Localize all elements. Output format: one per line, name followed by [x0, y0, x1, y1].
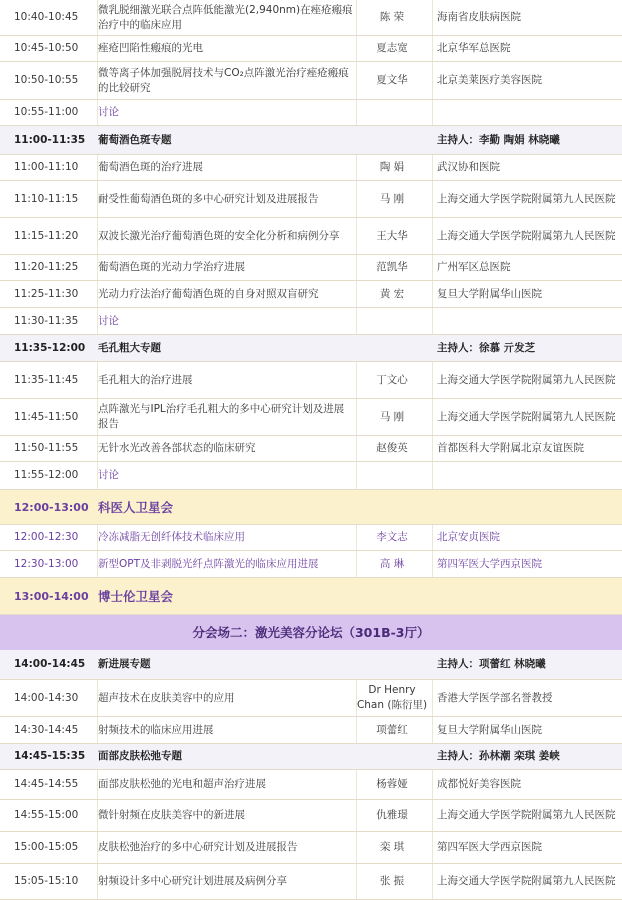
column-divider	[432, 717, 433, 743]
column-divider	[432, 770, 433, 799]
title-cell: 毛孔粗大专题	[98, 341, 161, 354]
time-cell: 11:15-11:20	[14, 229, 79, 242]
table-row	[0, 155, 622, 181]
column-divider	[432, 36, 433, 61]
speaker-cell: 王大华	[376, 229, 408, 242]
time-cell: 11:00-11:10	[14, 161, 79, 173]
host-cell: 主持人：徐慕 亓发芝	[437, 341, 536, 354]
venue-title: 分会场二：激光美容分论坛（301B-3厅）	[192, 625, 430, 640]
time-cell: 13:00-14:00	[14, 589, 89, 603]
column-divider	[432, 525, 433, 550]
speaker-cell: Dr Henry Chan (陈衍里)	[356, 684, 428, 711]
time-cell: 11:30-11:35	[14, 314, 79, 327]
title-cell: 讨论	[98, 314, 119, 327]
host-cell: 主持人：孙林潮 栾琪 姜峡	[437, 750, 560, 762]
title-cell: 射频设计多中心研究计划进展及病例分享	[98, 875, 287, 887]
title-cell: 面部皮肤松弛专题	[98, 750, 182, 762]
speaker-cell: 夏志宽	[376, 42, 408, 54]
title-cell: 超声技术在皮肤美容中的应用	[98, 691, 235, 704]
title-cell: 皮肤松弛治疗的多中心研究计划及进展报告	[98, 841, 298, 853]
column-divider	[432, 800, 433, 831]
time-cell: 10:40-10:45	[14, 11, 79, 23]
column-divider	[432, 832, 433, 863]
table-row	[0, 255, 622, 281]
time-cell: 15:00-15:05	[14, 841, 79, 853]
speaker-cell: 陶 娟	[379, 161, 405, 173]
institution-cell: 上海交通大学医学院附属第九人民医院	[437, 875, 616, 887]
speaker-cell: 仇雅璟	[376, 809, 408, 821]
speaker-cell: 高 琳	[379, 557, 405, 570]
time-cell: 11:00-11:35	[14, 133, 86, 146]
speaker-cell: 项蕾红	[376, 723, 408, 736]
time-cell: 12:00-12:30	[14, 531, 79, 543]
speaker-cell: 赵俊英	[376, 442, 408, 454]
institution-cell: 首都医科大学附属北京友谊医院	[437, 442, 584, 454]
speaker-cell: 范凯华	[376, 261, 408, 273]
discussion-row	[0, 462, 622, 490]
column-divider	[432, 864, 433, 899]
time-cell: 12:30-13:00	[14, 557, 79, 570]
institution-cell: 第四军医大学西京医院	[437, 841, 542, 853]
time-cell: 14:00-14:30	[14, 691, 79, 704]
institution-cell: 香港大学医学部名誉教授	[437, 691, 553, 704]
table-row	[0, 551, 622, 578]
title-cell: 耐受性葡萄酒色斑的多中心研究计划及进展报告	[98, 192, 319, 205]
session-header-row	[0, 126, 622, 155]
table-row	[0, 281, 622, 308]
speaker-cell: 马 刚	[379, 410, 405, 423]
time-cell: 14:00-14:45	[14, 658, 86, 670]
table-row	[0, 864, 622, 900]
title-cell: 射频技术的临床应用进展	[98, 723, 214, 736]
column-divider	[432, 218, 433, 254]
column-divider	[432, 155, 433, 180]
institution-cell: 广州军区总医院	[437, 261, 511, 273]
table-row	[0, 181, 622, 218]
time-cell: 10:50-10:55	[14, 74, 79, 86]
title-cell: 点阵激光与IPL治疗毛孔粗大的多中心研究计划及进展报告	[98, 403, 345, 430]
discussion-row	[0, 100, 622, 126]
time-cell: 14:30-14:45	[14, 723, 79, 736]
satellite-section-row	[0, 490, 622, 525]
time-cell: 11:35-11:45	[14, 373, 79, 386]
institution-cell: 北京安贞医院	[437, 531, 500, 543]
column-divider	[432, 680, 433, 716]
speaker-cell: 杨蓉娅	[376, 778, 408, 790]
table-row	[0, 362, 622, 399]
table-row	[0, 770, 622, 800]
speaker-cell: 张 振	[379, 875, 405, 887]
institution-cell: 北京美莱医疗美容医院	[437, 74, 542, 86]
speaker-cell: 夏文华	[376, 74, 408, 86]
institution-cell: 上海交通大学医学院附属第九人民医院	[437, 410, 616, 423]
time-cell: 11:20-11:25	[14, 261, 79, 273]
speaker-cell: 马 刚	[379, 192, 405, 205]
title-cell: 葡萄酒色斑的治疗进展	[98, 161, 203, 173]
time-cell: 10:45-10:50	[14, 42, 79, 54]
institution-cell: 成都悦好美容医院	[437, 778, 521, 790]
table-row	[0, 436, 622, 462]
institution-cell: 上海交通大学医学院附属第九人民医院	[437, 373, 616, 386]
title-cell: 面部皮肤松弛的光电和超声治疗进展	[98, 778, 266, 790]
time-cell: 14:55-15:00	[14, 809, 79, 821]
venue-banner	[0, 615, 622, 650]
speaker-cell: 丁文心	[376, 373, 408, 386]
time-cell: 11:10-11:15	[14, 192, 79, 205]
session-header-row	[0, 335, 622, 362]
institution-cell: 北京华军总医院	[437, 42, 511, 54]
institution-cell: 上海交通大学医学院附属第九人民医院	[437, 229, 616, 242]
title-cell: 讨论	[98, 469, 119, 481]
column-divider	[432, 551, 433, 577]
column-divider	[432, 181, 433, 217]
title-cell: 新进展专题	[98, 658, 151, 670]
time-cell: 14:45-14:55	[14, 778, 79, 790]
title-cell: 痤疮凹陷性瘢痕的光电	[98, 42, 203, 54]
institution-cell: 第四军医大学西京医院	[437, 557, 542, 570]
table-row	[0, 399, 622, 436]
time-cell: 12:00-13:00	[14, 500, 89, 514]
session-header-row	[0, 650, 622, 680]
column-divider	[432, 462, 433, 489]
title-cell: 葡萄酒色斑专题	[98, 133, 172, 146]
time-cell: 10:55-11:00	[14, 106, 79, 118]
table-row	[0, 717, 622, 744]
column-divider	[432, 308, 433, 334]
satellite-section-row	[0, 578, 622, 615]
institution-cell: 海南省皮肤病医院	[437, 11, 521, 23]
title-cell: 光动力疗法治疗葡萄酒色斑的自身对照双盲研究	[98, 287, 319, 300]
time-cell: 11:45-11:50	[14, 410, 79, 423]
table-row	[0, 218, 622, 255]
column-divider	[432, 0, 433, 35]
column-divider	[432, 62, 433, 99]
table-row	[0, 832, 622, 864]
table-row	[0, 800, 622, 832]
host-cell: 主持人：李勤 陶娟 林晓曦	[437, 133, 560, 146]
time-cell: 15:05-15:10	[14, 875, 79, 887]
title-cell: 博士伦卫星会	[98, 588, 174, 604]
host-cell: 主持人：项蕾红 林晓曦	[437, 658, 546, 670]
table-row	[0, 36, 622, 62]
column-divider	[432, 100, 433, 125]
column-divider	[432, 436, 433, 461]
title-cell: 毛孔粗大的治疗进展	[98, 373, 193, 386]
title-cell: 微等离子体加强脱屑技术与CO₂点阵激光治疗痤疮瘢痕的比较研究	[98, 66, 349, 94]
title-cell: 双波长激光治疗葡萄酒色斑的安全化分析和病例分享	[98, 229, 340, 242]
speaker-cell: 李文志	[376, 531, 408, 543]
title-cell: 葡萄酒色斑的光动力学治疗进展	[98, 261, 245, 273]
institution-cell: 上海交通大学医学院附属第九人民医院	[437, 809, 616, 821]
column-divider	[432, 281, 433, 307]
title-cell: 讨论	[98, 106, 119, 118]
session-header-row	[0, 744, 622, 770]
column-divider	[432, 362, 433, 398]
title-cell: 微针射频在皮肤美容中的新进展	[98, 809, 245, 821]
time-cell: 11:35-12:00	[14, 341, 86, 354]
discussion-row	[0, 308, 622, 335]
column-divider	[432, 255, 433, 280]
speaker-cell: 陈 荣	[379, 11, 405, 23]
table-row	[0, 525, 622, 551]
title-cell: 冷冻减脂无创纤体技术临床应用	[98, 531, 245, 543]
title-cell: 无针水光改善各部状态的临床研究	[98, 442, 256, 454]
column-divider	[432, 399, 433, 435]
time-cell: 11:55-12:00	[14, 469, 79, 481]
speaker-cell: 黄 宏	[379, 287, 405, 300]
institution-cell: 武汉协和医院	[437, 161, 500, 173]
institution-cell: 复旦大学附属华山医院	[437, 287, 542, 300]
table-row	[0, 62, 622, 100]
institution-cell: 上海交通大学医学院附属第九人民医院	[437, 192, 616, 205]
time-cell: 14:45-15:35	[14, 750, 86, 762]
title-cell: 新型OPT及非剥脱光纤点阵激光的临床应用进展	[98, 557, 319, 570]
title-cell: 微乳脱细激光联合点阵低能激光(2,940nm)在痤疮瘢痕治疗中的临床应用	[98, 3, 353, 31]
table-row	[0, 0, 622, 36]
table-row	[0, 680, 622, 717]
time-cell: 11:50-11:55	[14, 442, 79, 454]
institution-cell: 复旦大学附属华山医院	[437, 723, 542, 736]
speaker-cell: 栾 琪	[379, 841, 405, 853]
title-cell: 科医人卫星会	[98, 499, 174, 515]
time-cell: 11:25-11:30	[14, 287, 79, 300]
